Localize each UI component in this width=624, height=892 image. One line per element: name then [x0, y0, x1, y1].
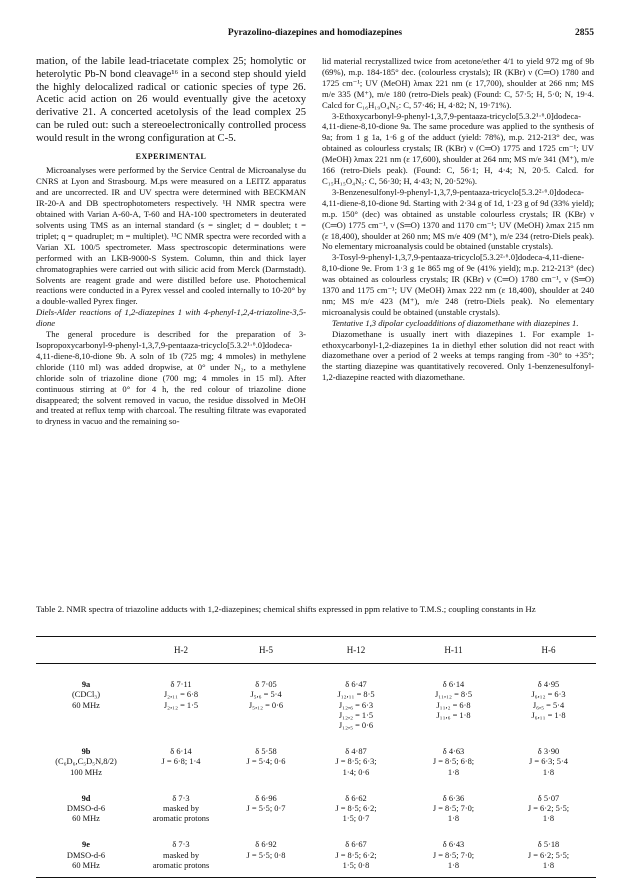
- nmr-line: J = 8·5; 7·0;: [432, 804, 475, 814]
- table-caption: Table 2. NMR spectra of triazoline adducts with 1,2-diazepines; chemical shifts expressed in ppm relative to T.M.S.; coupling constants in Hz: [36, 604, 536, 614]
- nmr-cell: [406, 747, 501, 778]
- nmr-cell: [226, 680, 306, 731]
- compound-label: 9e: [82, 840, 90, 850]
- frequency-label: 100 MHz: [70, 767, 102, 777]
- compound-9a-paragraph: 3-Ethoxycarbonyl-9-phenyl-1,3,7,9-pentaaza-tricyclo[5.3.2¹·⁶.0]dodeca-4,11-diene-8,10-dione 9a. The same procedure was applied to the synthesis of 9a; from 1 g 1a, 1·6 g of the adduct (yield: 78%), m.p. 212-213° dec, was obtained as colourless crystals; IR (KBr) ν (C═O) 1775 and 1725 cm⁻¹; UV (MeOH) λmax 221 nm (ε 17,600), shoulder at 264 nm; MS m/e 341 (M⁺), m/e 166 (retro-Diels peak). (Found: C, 56·1; H, 4·4; N, 20·5. Calcd. for C₁₅H₁₅O₄N₅: C, 56·30; H, 4·43; N, 20·52%).: [322, 110, 594, 186]
- nmr-cell: [136, 680, 226, 731]
- compound-cell: [36, 794, 136, 825]
- frequency-label: 60 MHz: [72, 700, 100, 710]
- solvent-label: DMSO-d-6: [66, 850, 106, 860]
- nmr-line: J₅,₁₂ = 0·6: [248, 700, 284, 710]
- nmr-cell: [136, 747, 226, 778]
- compound-label: 9d: [81, 793, 91, 803]
- nmr-line: 1·5; 0·8: [342, 860, 370, 870]
- table-header-cell: H-11: [406, 637, 501, 664]
- table-header-cell: H-12: [306, 637, 406, 664]
- nmr-line: J = 8·5; 6·2;: [335, 804, 377, 814]
- nmr-line: masked by: [162, 850, 200, 860]
- nmr-line: J = 8·5; 7·0;: [432, 850, 475, 860]
- general-procedure-paragraph: The general procedure is described for the preparation of 3-Isopropoxycarbonyl-9-phenyl-1,3,7,9-pentaaza-tricyclo[5.3.2¹·⁶.0]dodeca-4,11-diene-8,10-dione 9b. A soln of 1b (725 mg; 4 mmoles) in methylene chloride (110 ml) was added dropwise, at 0° under N₂, to a methylene chloride soln of triazoline dione (700 mg; 4 mmoles in 15 ml). After continuous stirring at 0° for 4 h, the red colour of triazoline dione disappeared; the solvent removed in vacuo, the residue dissolved in MeOH and treated at reflux temp with charcoal. The resulting filtrate was evaporated to dryness in vacuo and the remaining so-: [36, 329, 306, 427]
- nmr-line: J = 8·5; 6·2;: [335, 850, 377, 860]
- left-column: [36, 56, 306, 427]
- nmr-cell: [306, 794, 406, 825]
- table-row: [36, 680, 596, 731]
- nmr-line: aromatic protons: [152, 860, 210, 870]
- nmr-line: δ 5·18: [537, 840, 560, 850]
- nmr-line: 1·8: [447, 814, 460, 824]
- compound-9e-paragraph: 3-Tosyl-9-phenyl-1,3,7,9-pentaaza-tricyclo[5.3.2²·⁶.0]dodeca-4,11-diene-8,10-dione 9e. From 1·3 g 1e 865 mg of 9e (41% yield); m.p. 212-213° (dec) was obtained as colourless crystals; IR (KBr) ν (C═O) 1780 cm⁻¹, ν (S═O) 1370 and 1175 cm⁻¹; UV (MeOH) λmax 222 nm (ε 18,400), shoulder at 240 nm; MS m/e 423 (M⁺), m/e 248 (retro-Diels peak). No elementary microanalysis could be obtained (unstable crystals).: [322, 252, 594, 317]
- nmr-cell: [226, 840, 306, 877]
- nmr-line: δ 3·90: [537, 747, 560, 757]
- diazomethane-paragraph: Diazomethane is usually inert with diazepines 1. For example 1-ethoxycarbonyl-1,2-diazepines 1a in diethyl ether solution did not react with diazomethane over a period of 2 weeks at temps ranging from -30° to +35°; the starting diazepine was quantitatively recovered. Only 1-benzenesulfonyl-1,2-diazepine reacted with diazomethane.: [322, 328, 594, 383]
- frequency-label: 60 MHz: [72, 814, 100, 824]
- nmr-cell: [406, 794, 501, 825]
- nmr-line: δ 7·3: [172, 840, 190, 850]
- nmr-line: J₁₂,₂ = 1·5: [338, 710, 374, 720]
- table-row: [36, 840, 596, 877]
- nmr-cell: [306, 680, 406, 731]
- nmr-cell: [501, 840, 596, 877]
- nmr-cell: [501, 794, 596, 825]
- nmr-line: J₁₂,₅ = 0·6: [338, 721, 374, 731]
- nmr-line: J = 6·8; 1·4: [161, 757, 201, 767]
- nmr-line: J = 5·5; 0·7: [246, 804, 286, 814]
- nmr-line: J₆,₁₂ = 6·3: [531, 690, 566, 700]
- nmr-line: 1·8: [542, 814, 555, 824]
- nmr-line: aromatic protons: [152, 814, 210, 824]
- frequency-label: 60 MHz: [72, 860, 100, 870]
- solvent-label: (CDCl₃): [71, 690, 101, 700]
- nmr-line: J = 5·5; 0·8: [246, 850, 286, 860]
- nmr-line: J₁₂,₁₁ = 8·5: [337, 690, 375, 700]
- compound-cell: [36, 680, 136, 731]
- nmr-cell: [306, 747, 406, 778]
- nmr-line: δ 6·62: [345, 793, 367, 803]
- nmr-cell: [306, 840, 406, 877]
- running-title: Pyrazolino-diazepines and homodiazepines: [227, 28, 403, 38]
- nmr-line: δ 4·87: [345, 747, 367, 757]
- methods-paragraph: Microanalyses were performed by the Service Central de Microanalyse du CNRS at Lyon and Strasbourg. M.ps were measured on a LEITZ apparatus and are uncorrected. IR and UV spectra were determined with BECKMAN IR-20-A and DB spectrophotometers respectively. ¹H NMR spectra were obtained with Varian A-60-A, T-60 and HA-100 spectrometers in deuterated solvents using TMS as an internal standard (s = singlet; d = doublet; t = triplet; q = quadruplet; m = multiplet). ¹³C NMR spectra were recorded with a Varian XL 100/5 spectrometer. Mass spectroscopic determinations were performed with an LKB-9000-S System. Column, thin and thick layer chromatographies were carried out with silicic acid from Merck (Darmstadt). Solvents are reagent grade and were distilled before use. Photochemical reactions were conducted in a Pyrex vessel and cooled internally to 10-20° by a double-walled Pyrex finger.: [36, 165, 306, 307]
- nmr-line: J = 6·3; 5·4: [529, 757, 568, 767]
- solvent-label: DMSO-d-6: [66, 804, 106, 814]
- nmr-line: δ 6·96: [255, 793, 277, 803]
- nmr-cell: [501, 680, 596, 731]
- nmr-cell: [136, 840, 226, 877]
- table-header-row: [36, 637, 596, 664]
- table-row: [36, 747, 596, 778]
- nmr-cell: [226, 794, 306, 825]
- compound-cell: [36, 840, 136, 877]
- nmr-line: J₆,₁₁ = 1·8: [531, 710, 566, 720]
- nmr-line: δ 4·63: [442, 747, 465, 757]
- right-column: [322, 56, 594, 383]
- nmr-cell: [406, 680, 501, 731]
- nmr-line: δ 7·11: [170, 680, 192, 690]
- nmr-line: δ 6·14: [170, 747, 192, 757]
- nmr-line: J = 6·2; 5·5;: [527, 850, 570, 860]
- nmr-line: 1·5; 0·7: [342, 814, 370, 824]
- nmr-line: J₁₂,₆ = 6·3: [338, 700, 374, 710]
- diels-alder-subheading: Diels-Alder reactions of 1,2-diazepines 1 with 4-phenyl-1,2,4-triazoline-3,5-dione: [36, 307, 306, 329]
- nmr-line: J₁₁,₁₂ = 8·5: [434, 690, 473, 700]
- nmr-line: 1·8: [542, 767, 555, 777]
- nmr-line: J₁₁,₆ = 1·8: [436, 710, 471, 720]
- nmr-line: δ 6·67: [345, 840, 367, 850]
- nmr-line: J₅,₆ = 5·4: [250, 690, 282, 700]
- nmr-line: δ 7·05: [255, 680, 277, 690]
- page-number: 2855: [575, 28, 594, 38]
- intro-paragraph: mation, of the labile lead-triacetate complex 25; homolytic or heterolytic Pb-N bond cleavage¹⁶ in a second step should yield the highly delocalized radical or cationic species of type 26. Acetic acid action on 26 would eventually give the acetoxy derivative 21. A concerted acetolysis of the lead complex 25 can be ruled out: such a stereoelectronically controlled process would result in the wrong configuration at C-5.: [36, 56, 306, 144]
- nmr-line: J = 8·5; 6·8;: [432, 757, 475, 767]
- nmr-line: δ 6·92: [255, 840, 277, 850]
- nmr-line: 1·8: [447, 767, 460, 777]
- nmr-line: δ 7·3: [172, 793, 190, 803]
- nmr-line: δ 4·95: [537, 680, 560, 690]
- table-header-cell: H-5: [226, 637, 306, 664]
- nmr-line: J₂,₁₁ = 6·8: [163, 690, 199, 700]
- nmr-line: 1·8: [447, 860, 460, 870]
- compound-cell: [36, 747, 136, 778]
- nmr-line: J₂,₁₂ = 1·5: [163, 700, 199, 710]
- diazomethane-subheading: Tentative 1,3 dipolar cycloadditions of diazomethane with diazepines 1.: [332, 317, 579, 328]
- nmr-line: J = 8·5; 6·3;: [335, 757, 377, 767]
- nmr-line: J₁₁,₂ = 6·8: [436, 700, 471, 710]
- nmr-line: δ 6·47: [345, 680, 367, 690]
- continued-paragraph: lid material recrystallized twice from acetone/ether 4/1 to yield 972 mg of 9b (69%), m.p. 184-185° dec. (colourless crystals); IR (KBr) ν (C═O) 1780 and 1725 cm⁻¹; UV (MeOH) λmax 221 nm (ε 17,700), shoulder at 266 nm; MS m/e 335 (M⁺), m/e 180 (retro-Diels peak) (Found: C, 57·5; H, 5·0; N, 19·4. Calcd for C₁₆H₁₉O₄N₅: C, 57·46; H, 4·82; N, 19·71%).: [322, 56, 594, 110]
- nmr-line: 1·8: [542, 860, 555, 870]
- nmr-line: δ 6·14: [442, 680, 465, 690]
- nmr-line: δ 6·36: [442, 793, 465, 803]
- table-header-cell: [36, 637, 136, 664]
- nmr-table: [36, 636, 596, 878]
- table-header-cell: H-6: [501, 637, 596, 664]
- nmr-cell: [136, 794, 226, 825]
- nmr-cell: [406, 840, 501, 877]
- compound-label: 9a: [81, 680, 91, 690]
- nmr-cell: [501, 747, 596, 778]
- nmr-line: δ 5·58: [255, 747, 277, 757]
- nmr-line: J = 6·2; 5·5;: [527, 804, 570, 814]
- nmr-line: 1·4; 0·6: [342, 767, 370, 777]
- nmr-line: δ 5·07: [537, 793, 560, 803]
- table-header-cell: H-2: [136, 637, 226, 664]
- solvent-label: (C₆D₆,C₅D₅N,8/2): [55, 757, 117, 767]
- nmr-line: J = 5·4; 0·6: [246, 757, 286, 767]
- nmr-line: masked by: [162, 804, 200, 814]
- page-header: [36, 28, 594, 42]
- table-row: [36, 794, 596, 825]
- compound-9d-paragraph: 3-Benzenesulfonyl-9-phenyl-1,3,7,9-pentaaza-tricyclo[5.3.2²·⁶.0]dodeca-4,11-diene-8,10-dione 9d. Starting with 2·34 g of 1d, 1·23 g of 9d (33% yield); m.p. 150° (dec) was obtained as unstable colourless crystals; IR (KBr) ν (C═O) 1775 cm⁻¹, ν (S═O) 1370 and 1170 cm⁻¹; UV (MeOH) λmax 215 nm (ε 18,400), shoulder at 260 nm; MS m/e 409 (M⁺), m/e 234 (retro-Diels peak). No elementary microanalysis could be obtained (unstable crystals).: [322, 186, 595, 252]
- nmr-line: δ 6·43: [442, 840, 465, 850]
- compound-label: 9b: [81, 747, 91, 757]
- experimental-heading: EXPERIMENTAL: [135, 151, 207, 161]
- nmr-cell: [226, 747, 306, 778]
- nmr-line: J₆,₅ = 5·4: [532, 700, 565, 710]
